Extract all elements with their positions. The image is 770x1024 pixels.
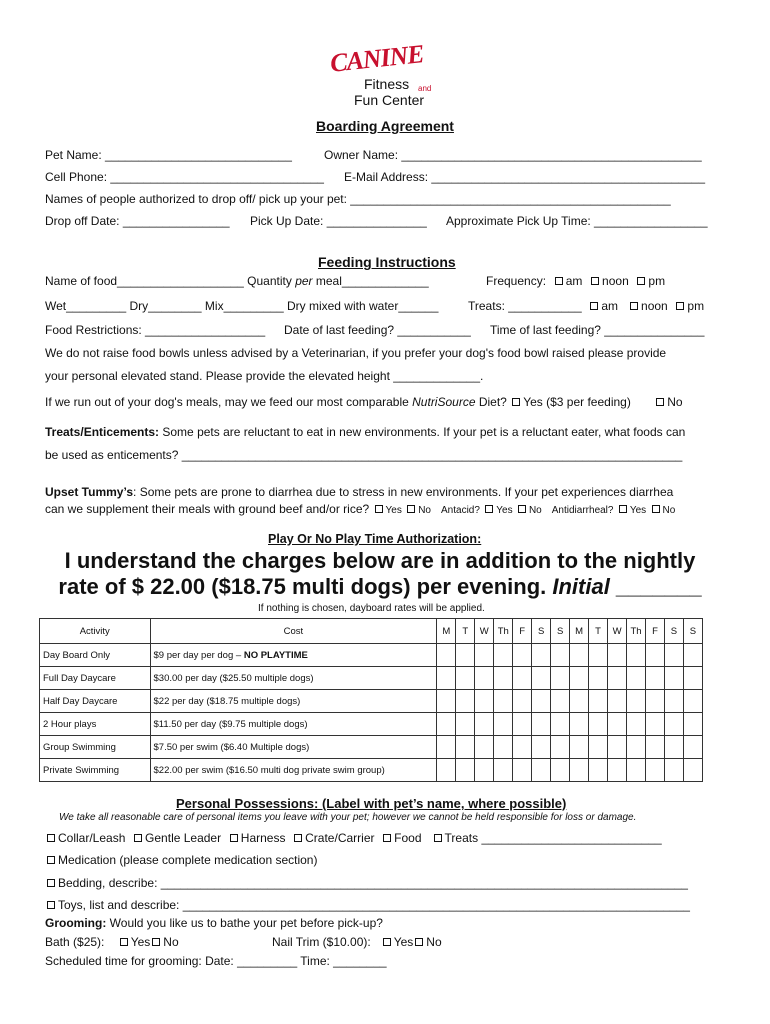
medication-row [45, 853, 317, 867]
treats-am-checkbox[interactable] [590, 302, 598, 310]
logo-and: and [418, 84, 432, 93]
day-header: Th [627, 619, 646, 644]
antidiarrheal-yes-checkbox[interactable] [619, 505, 627, 513]
beef-no-label: No [418, 505, 431, 516]
cost-text: $7.50 per swim ($6.40 Multiple dogs) [153, 741, 310, 753]
food-name-label: Name of food___________________ Quantity [45, 274, 296, 288]
day-cell[interactable] [570, 690, 589, 713]
day-cell[interactable] [608, 667, 627, 690]
day-cell[interactable] [627, 713, 646, 736]
noon-label: noon [602, 274, 629, 288]
day-cell[interactable] [513, 667, 532, 690]
toys-label: Toys, list and describe: ____________________________________________________________________________ [58, 898, 690, 912]
collar-label: Collar/Leash [58, 831, 126, 845]
pick-up-date-field[interactable]: Pick Up Date: _______________ [250, 214, 427, 228]
cost-cell [150, 713, 437, 736]
day-cell[interactable] [532, 736, 551, 759]
possessions-title: Personal Possessions: (Label with pet’s name, where possible) [176, 796, 567, 811]
per-text: per [295, 274, 313, 288]
email-field[interactable]: E-Mail Address: _________________________________________ [344, 170, 705, 184]
day-cell[interactable] [683, 690, 702, 713]
antidiarrheal-no-label: No [662, 505, 676, 516]
authorized-people-field[interactable]: Names of people authorized to drop off/ pick up your pet: ________________________________________________ [45, 192, 671, 206]
treats-frequency-row [468, 299, 704, 313]
day-cell[interactable] [683, 667, 702, 690]
noon-checkbox[interactable] [591, 277, 599, 285]
cost-text: $22 per day ($18.75 multiple dogs) [153, 695, 301, 707]
day-cell[interactable] [570, 736, 589, 759]
day-cell[interactable] [608, 713, 627, 736]
day-cell[interactable] [437, 713, 456, 736]
day-cell[interactable] [646, 667, 665, 690]
day-cell[interactable] [570, 644, 589, 667]
activity-cell: Half Day Daycare [40, 690, 151, 713]
nail-yes-checkbox[interactable] [383, 938, 391, 946]
day-cell[interactable] [475, 736, 494, 759]
nail-no-label: No [426, 935, 442, 949]
day-cell[interactable] [532, 713, 551, 736]
day-cell[interactable] [608, 644, 627, 667]
day-cell[interactable] [683, 759, 702, 782]
possessions-row-1 [45, 831, 662, 845]
day-header: T [589, 619, 608, 644]
table-row [40, 644, 703, 667]
day-cell[interactable] [456, 667, 475, 690]
table-row [40, 759, 703, 782]
treats-text-1-body: Some pets are reluctant to eat in new environments. If your pet is a reluctant eater, what foods can [159, 425, 686, 439]
bath-label: Bath ($25): [45, 935, 105, 949]
day-cell[interactable] [475, 644, 494, 667]
possessions-disclaimer: We take all reasonable care of personal items you leave with your pet; however we cannot be held responsible for loss or damage. [59, 812, 637, 823]
possession-treats-checkbox[interactable] [434, 834, 442, 842]
day-header: W [608, 619, 627, 644]
day-cell[interactable] [494, 644, 513, 667]
bowls-text-2: your personal elevated stand. Please provide the elevated height _____________. [45, 369, 484, 383]
antacid-no-checkbox[interactable] [518, 505, 526, 513]
cost-text: $9 per day per dog – [153, 649, 244, 661]
charges-line-1: I understand the charges below are in addition to the nightly [64, 548, 696, 573]
day-cell[interactable] [664, 713, 683, 736]
leader-label: Gentle Leader [145, 831, 222, 845]
logo-fitness: Fitness [364, 76, 410, 92]
beef-yes-label: Yes [385, 505, 402, 516]
bowls-text-1: We do not raise food bowls unless advised by a Veterinarian, if you prefer your dog's food bowl raised please provide [45, 346, 667, 360]
day-header: M [437, 619, 456, 644]
upset-text-1 [45, 485, 673, 499]
upset-row-2 [45, 502, 675, 518]
page-title: Boarding Agreement [316, 118, 454, 134]
antacid-yes-checkbox[interactable] [485, 505, 493, 513]
day-cell[interactable] [456, 736, 475, 759]
day-cell[interactable] [513, 759, 532, 782]
nail-label: Nail Trim ($10.00): [272, 935, 371, 949]
day-cell[interactable] [551, 690, 570, 713]
pm-label: pm [648, 274, 666, 288]
day-cell[interactable] [570, 759, 589, 782]
upset-text-1-body: : Some pets are prone to diarrhea due to stress in new environments. If your pet experiences diarrhea [133, 485, 674, 499]
dayboard-note: If nothing is chosen, dayboard rates will be applied. [258, 603, 485, 614]
day-header: S [551, 619, 570, 644]
medication-checkbox[interactable] [47, 856, 55, 864]
frequency-label: Frequency: [486, 274, 547, 288]
day-cell[interactable] [683, 644, 702, 667]
toys-row [45, 898, 690, 912]
bedding-checkbox[interactable] [47, 879, 55, 887]
harness-label: Harness [240, 831, 286, 845]
cost-text: $22.00 per swim ($16.50 multi dog private swim group) [153, 764, 385, 776]
day-cell[interactable] [551, 759, 570, 782]
bath-yes-checkbox[interactable] [120, 938, 128, 946]
food-name-field[interactable] [45, 274, 429, 288]
charges-line-2-text: rate of $ 22.00 ($18.75 multi dogs) per evening. [58, 574, 553, 599]
table-row [40, 690, 703, 713]
day-cell[interactable] [456, 644, 475, 667]
last-feeding-date-field[interactable]: Date of last feeding? ___________ [284, 323, 471, 337]
day-cell[interactable] [475, 690, 494, 713]
day-cell[interactable] [475, 667, 494, 690]
day-cell[interactable] [494, 759, 513, 782]
day-header: F [646, 619, 665, 644]
initial-label: Initial [552, 574, 610, 599]
meal-label: meal_____________ [312, 274, 429, 288]
day-cell[interactable] [437, 759, 456, 782]
day-cell[interactable] [589, 759, 608, 782]
enticements-field[interactable]: be used as enticements? ___________________________________________________________________________ [45, 448, 683, 462]
day-cell[interactable] [513, 713, 532, 736]
table-row [40, 736, 703, 759]
antidiarrheal-label: Antidiarrheal? [551, 505, 614, 516]
day-cell[interactable] [437, 667, 456, 690]
day-cell[interactable] [437, 644, 456, 667]
treats-noon-label: noon [641, 299, 668, 313]
pm-checkbox[interactable] [637, 277, 645, 285]
wet-dry-field[interactable]: Wet_________ Dry________ Mix_________ Dry mixed with water______ [45, 299, 439, 313]
activity-cell: 2 Hour plays [40, 713, 151, 736]
day-cell[interactable] [532, 667, 551, 690]
food-label: Food [394, 831, 422, 845]
leader-checkbox[interactable] [134, 834, 142, 842]
beef-yes-checkbox[interactable] [375, 505, 383, 513]
nutrisource-no-label: No [667, 395, 683, 409]
nail-no-checkbox[interactable] [415, 938, 423, 946]
day-header: S [664, 619, 683, 644]
logo-fun-center: Fun Center [354, 92, 425, 108]
day-header: S [532, 619, 551, 644]
owner-name-field[interactable]: Owner Name: _____________________________________________ [324, 148, 702, 162]
nail-yes-label: Yes [393, 935, 414, 949]
activity-header: Activity [40, 619, 151, 644]
day-cell[interactable] [646, 759, 665, 782]
day-cell[interactable] [627, 690, 646, 713]
day-cell[interactable] [494, 667, 513, 690]
drop-off-date-field[interactable]: Drop off Date: ________________ [45, 214, 230, 228]
day-cell[interactable] [589, 736, 608, 759]
day-cell[interactable] [664, 690, 683, 713]
cost-header: Cost [150, 619, 437, 644]
cell-phone-field[interactable]: Cell Phone: ________________________________ [45, 170, 324, 184]
grooming-question: Would you like us to bathe your pet before pick-up? [106, 916, 383, 930]
day-cell[interactable] [646, 736, 665, 759]
day-cell[interactable] [532, 690, 551, 713]
table-row [40, 667, 703, 690]
day-header: Th [494, 619, 513, 644]
treats-enticements-label: Treats/Enticements: [45, 425, 160, 439]
day-cell[interactable] [589, 713, 608, 736]
day-cell[interactable] [608, 736, 627, 759]
antacid-label: Antacid? [441, 505, 480, 516]
day-cell[interactable] [664, 667, 683, 690]
treats-am-label: am [601, 299, 618, 313]
run-out-row [45, 395, 683, 409]
logo [328, 39, 440, 110]
day-cell[interactable] [570, 713, 589, 736]
cost-cell [150, 690, 437, 713]
antacid-no-label: No [528, 505, 542, 516]
day-cell[interactable] [664, 759, 683, 782]
crate-label: Crate/Carrier [305, 831, 375, 845]
day-header: S [683, 619, 702, 644]
day-cell[interactable] [664, 736, 683, 759]
day-cell[interactable] [627, 644, 646, 667]
play-title: Play Or No Play Time Authorization: [268, 532, 482, 546]
nutrisource-yes-label: Yes ($3 per feeding) [523, 395, 631, 409]
day-cell[interactable] [608, 759, 627, 782]
nutrisource-yes-checkbox[interactable] [512, 398, 520, 406]
day-cell[interactable] [589, 644, 608, 667]
day-cell[interactable] [683, 736, 702, 759]
treats-text-1 [45, 425, 685, 439]
bath-no-checkbox[interactable] [152, 938, 160, 946]
treats-pm-checkbox[interactable] [676, 302, 684, 310]
day-cell[interactable] [551, 667, 570, 690]
bath-no-label: No [163, 935, 179, 949]
cost-text: $11.50 per day ($9.75 multiple dogs) [153, 718, 308, 730]
nutrisource-no-checkbox[interactable] [656, 398, 664, 406]
day-cell[interactable] [664, 644, 683, 667]
food-checkbox[interactable] [383, 834, 391, 842]
day-cell[interactable] [456, 713, 475, 736]
nutrisource-text: NutriSource [412, 395, 476, 409]
day-cell[interactable] [627, 667, 646, 690]
bedding-label: Bedding, describe: _______________________________________________________________________________ [58, 876, 688, 890]
collar-checkbox[interactable] [47, 834, 55, 842]
upset-question: can we supplement their meals with ground beef and/or rice? [45, 502, 370, 516]
day-cell[interactable] [437, 736, 456, 759]
food-restrictions-field[interactable]: Food Restrictions: __________________ [45, 323, 266, 337]
day-cell[interactable] [589, 690, 608, 713]
day-cell[interactable] [494, 736, 513, 759]
feeding-title: Feeding Instructions [318, 254, 456, 270]
diet-text: Diet? [475, 395, 507, 409]
cost-cell [150, 644, 437, 667]
grooming-schedule-field[interactable]: Scheduled time for grooming: Date: _________ Time: ________ [45, 954, 387, 968]
table-header-row [40, 619, 703, 644]
day-cell[interactable] [475, 759, 494, 782]
bath-yes-label: Yes [130, 935, 151, 949]
day-cell[interactable] [570, 667, 589, 690]
day-cell[interactable] [494, 690, 513, 713]
day-cell[interactable] [627, 736, 646, 759]
logo-canine: CANINE [328, 39, 425, 78]
day-header: W [475, 619, 494, 644]
crate-checkbox[interactable] [294, 834, 302, 842]
day-cell[interactable] [646, 713, 665, 736]
possession-treats-label: Treats ___________________________ [444, 831, 662, 845]
medication-label: Medication (please complete medication section) [58, 853, 318, 867]
day-cell[interactable] [551, 713, 570, 736]
treats-noon-checkbox[interactable] [630, 302, 638, 310]
charges-statement [30, 548, 730, 600]
day-header: T [456, 619, 475, 644]
bath-row [45, 935, 179, 949]
grooming-row [45, 916, 383, 930]
charges-line-2 [30, 574, 730, 600]
harness-checkbox[interactable] [230, 834, 238, 842]
bedding-row [45, 876, 688, 890]
activity-schedule-table [39, 618, 703, 782]
cost-cell [150, 667, 437, 690]
initial-blank[interactable]: _______ [609, 574, 702, 599]
antacid-yes-label: Yes [496, 505, 513, 516]
activity-cell: Day Board Only [40, 644, 151, 667]
treats-pm-label: pm [687, 299, 705, 313]
approx-pick-up-field[interactable]: Approximate Pick Up Time: _________________ [446, 214, 708, 228]
beef-no-checkbox[interactable] [407, 505, 415, 513]
day-cell[interactable] [456, 690, 475, 713]
day-cell[interactable] [513, 736, 532, 759]
cost-text: $30.00 per day ($25.50 multiple dogs) [153, 672, 314, 684]
day-cell[interactable] [475, 713, 494, 736]
am-checkbox[interactable] [555, 277, 563, 285]
antidiarrheal-no-checkbox[interactable] [652, 505, 660, 513]
toys-checkbox[interactable] [47, 901, 55, 909]
day-cell[interactable] [551, 644, 570, 667]
cost-cell [150, 759, 437, 782]
run-out-text: If we run out of your dog's meals, may we feed our most comparable [45, 395, 413, 409]
day-cell[interactable] [532, 644, 551, 667]
activity-cell: Private Swimming [40, 759, 151, 782]
frequency-row [486, 274, 665, 288]
activity-cell: Group Swimming [40, 736, 151, 759]
day-cell[interactable] [513, 690, 532, 713]
pet-name-field[interactable]: Pet Name: ____________________________ [45, 148, 292, 162]
day-cell[interactable] [627, 759, 646, 782]
day-header: M [570, 619, 589, 644]
day-cell[interactable] [494, 713, 513, 736]
day-cell[interactable] [683, 713, 702, 736]
day-cell[interactable] [589, 667, 608, 690]
day-cell[interactable] [437, 690, 456, 713]
last-feeding-time-field[interactable]: Time of last feeding? _______________ [490, 323, 705, 337]
table-row [40, 713, 703, 736]
cost-emphasis: NO PLAYTIME [243, 649, 308, 661]
day-cell[interactable] [456, 759, 475, 782]
day-header: F [513, 619, 532, 644]
activity-cell: Full Day Daycare [40, 667, 151, 690]
nail-row [272, 935, 442, 949]
day-cell[interactable] [646, 644, 665, 667]
am-label: am [565, 274, 583, 288]
cost-cell [150, 736, 437, 759]
day-cell[interactable] [513, 644, 532, 667]
upset-tummy-label: Upset Tummy’s [45, 485, 134, 499]
antidiarrheal-yes-label: Yes [629, 505, 647, 516]
day-cell[interactable] [551, 736, 570, 759]
table-body [40, 644, 703, 782]
grooming-label: Grooming: [45, 916, 107, 930]
day-cell[interactable] [608, 690, 627, 713]
day-cell[interactable] [532, 759, 551, 782]
treats-label: Treats: ___________ [468, 299, 582, 313]
day-cell[interactable] [646, 690, 665, 713]
